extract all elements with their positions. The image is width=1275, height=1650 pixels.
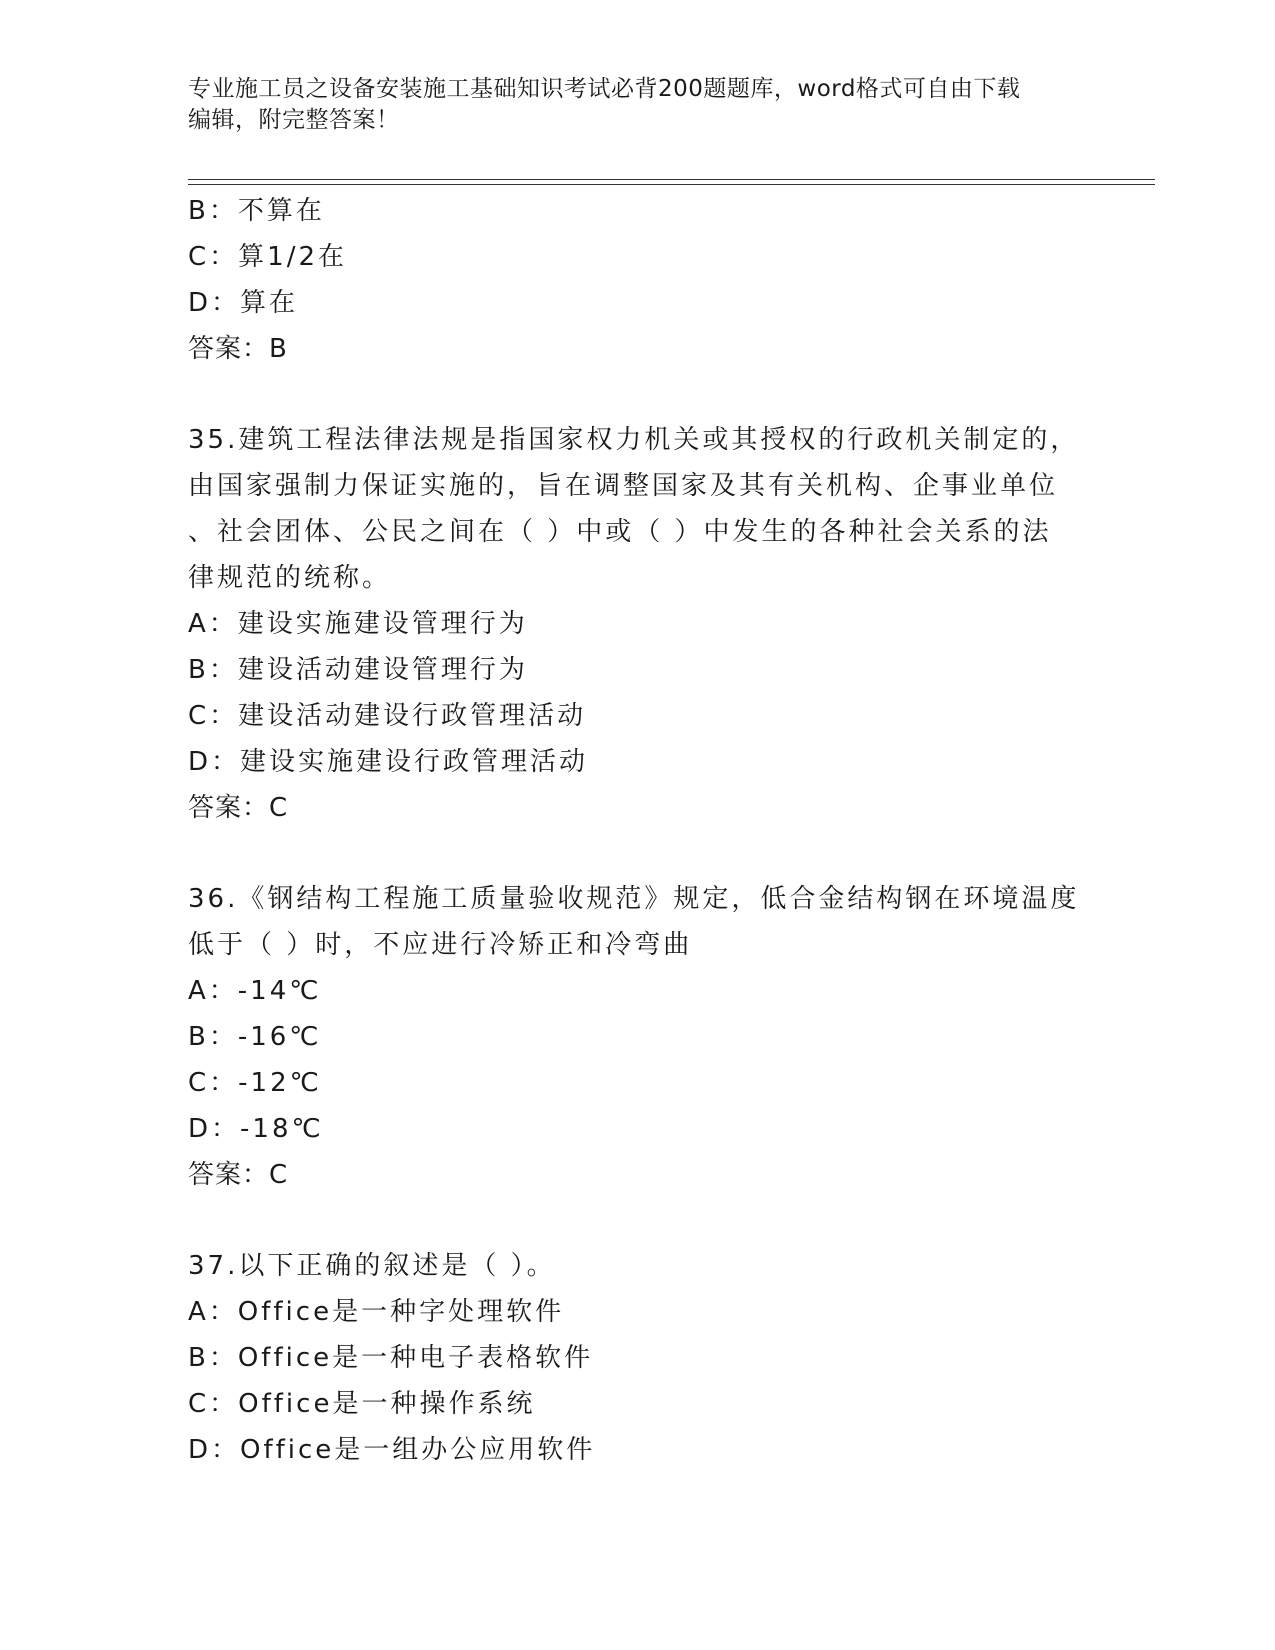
- question-stem-line: 37.以下正确的叙述是（ ）。: [188, 1251, 556, 1281]
- option-b: B：不算在: [188, 196, 325, 226]
- question-stem-line: 35.建筑工程法律法规是指国家权力机关或其授权的行政机关制定的，: [188, 425, 1080, 455]
- question-stem-line: 、社会团体、公民之间在（ ）中或（ ）中发生的各种社会关系的法: [188, 517, 1052, 547]
- question-35: [188, 417, 1088, 831]
- question-34-tail: [188, 188, 1088, 372]
- question-stem-line: 低于（ ）时，不应进行冷矫正和冷弯曲: [188, 930, 693, 960]
- option-c: C：建设活动建设行政管理活动: [188, 701, 587, 731]
- answer-line: 答案：C: [188, 793, 289, 823]
- page-header: [188, 74, 1088, 136]
- spacer: [188, 372, 1088, 417]
- option-d: D：-18℃: [188, 1114, 324, 1144]
- question-stem-line: 36.《钢结构工程施工质量验收规范》规定，低合金结构钢在环境温度: [188, 884, 1080, 914]
- option-c: C：Office是一种操作系统: [188, 1389, 536, 1419]
- option-c: C：算1/2在: [188, 242, 347, 272]
- spacer: [188, 1198, 1088, 1243]
- question-stem-line: 律规范的统称。: [188, 563, 392, 593]
- option-d: D：Office是一组办公应用软件: [188, 1435, 596, 1465]
- option-a: A：-14℃: [188, 976, 322, 1006]
- answer-line: 答案：C: [188, 1160, 289, 1190]
- option-b: B：建设活动建设管理行为: [188, 655, 528, 685]
- option-c: C：-12℃: [188, 1068, 322, 1098]
- question-stem-line: 由国家强制力保证实施的，旨在调整国家及其有关机构、企事业单位: [188, 471, 1059, 501]
- option-a: A：建设实施建设管理行为: [188, 609, 528, 639]
- question-content: [188, 188, 1088, 1473]
- option-d: D：建设实施建设行政管理活动: [188, 747, 589, 777]
- document-title-line-2: 编辑，附完整答案！: [188, 107, 400, 133]
- option-b: B：-16℃: [188, 1022, 322, 1052]
- header-divider: [188, 179, 1155, 185]
- question-37: [188, 1243, 1088, 1473]
- spacer: [188, 831, 1088, 876]
- document-title-line-1: 专业施工员之设备安装施工基础知识考试必背200题题库，word格式可自由下载: [188, 76, 1021, 102]
- option-a: A：Office是一种字处理软件: [188, 1297, 565, 1327]
- option-d: D：算在: [188, 288, 299, 318]
- question-36: [188, 876, 1088, 1198]
- answer-line: 答案：B: [188, 334, 288, 364]
- option-b: B：Office是一种电子表格软件: [188, 1343, 594, 1373]
